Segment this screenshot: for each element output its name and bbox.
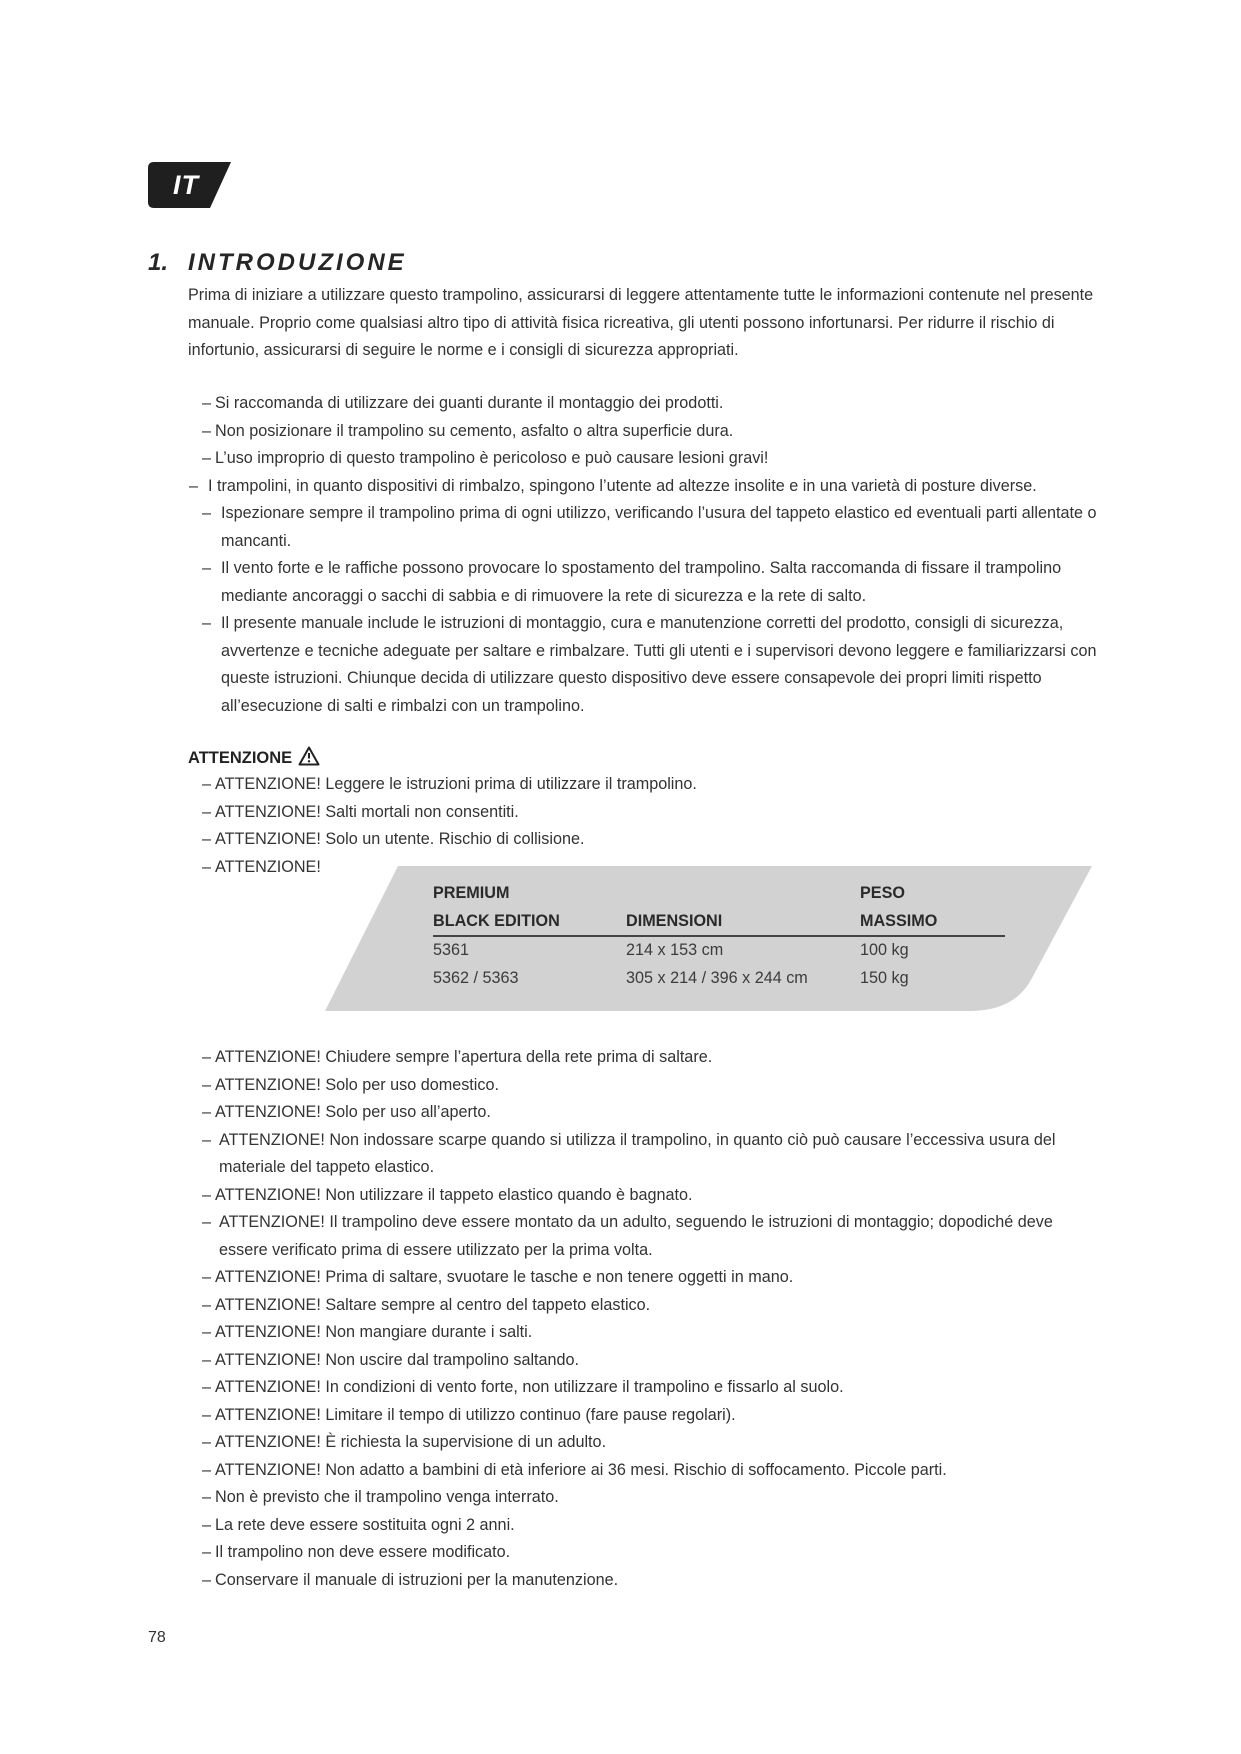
attention-list-top bbox=[202, 771, 1102, 881]
attention-title bbox=[188, 746, 320, 771]
intro-paragraph: Prima di iniziare a utilizzare questo trampolino, assicurarsi di leggere attentamente tutte le informazioni contenute nel presente manuale. Proprio come qualsiasi altro tipo di attività fisica ricreativa, gli utenti possono infortunarsi. Per ridurre il rischio di infortunio, assicurarsi di seguire le norme e i consigli di sicurezza appropriati. bbox=[188, 286, 1094, 359]
list-item: – Il vento forte e le raffiche possono provocare lo spostamento del trampolino. Salta raccomanda di fissare il trampolino mediante ancoraggi o sacchi di sabbia e di rimuovere la rete di sicurezza e la rete di salto. bbox=[202, 555, 1102, 610]
list-item: – ATTENZIONE! Non utilizzare il tappeto elastico quando è bagnato. bbox=[202, 1182, 1102, 1210]
section-number: 1. bbox=[148, 249, 169, 276]
list-item: – ATTENZIONE! Saltare sempre al centro del tappeto elastico. bbox=[202, 1292, 1102, 1320]
model-cell: 5362 / 5363 bbox=[433, 968, 519, 987]
weight-cell: 100 kg bbox=[860, 941, 909, 959]
list-item: – I trampolini, in quanto dispositivi di rimbalzo, spingono l’utente ad altezze insolite e in una varietà di posture diverse. bbox=[189, 473, 1102, 501]
model-cell: 5361 bbox=[433, 941, 470, 959]
list-item: – ATTENZIONE! In condizioni di vento forte, non utilizzare il trampolino e fissarlo al suolo. bbox=[202, 1374, 1102, 1402]
weight-header-line1: PESO bbox=[860, 884, 905, 902]
model-header-line1: PREMIUM bbox=[433, 884, 510, 902]
list-item: – ATTENZIONE! bbox=[202, 854, 1102, 882]
section-heading bbox=[148, 249, 407, 277]
dimensions-cell: 305 x 214 / 396 x 244 cm bbox=[626, 968, 808, 987]
warning-triangle-icon bbox=[298, 746, 320, 771]
list-item: – Il trampolino non deve essere modificato. bbox=[202, 1539, 1102, 1567]
list-item: – ATTENZIONE! Salti mortali non consentiti. bbox=[202, 799, 1102, 827]
list-item: – ATTENZIONE! Non adatto a bambini di età inferiore ai 36 mesi. Rischio di soffocamento. Piccole parti. bbox=[202, 1457, 1102, 1485]
spec-table bbox=[433, 880, 1005, 992]
list-item: – ATTENZIONE! È richiesta la supervisione di un adulto. bbox=[202, 1429, 1102, 1457]
model-header-line2: BLACK EDITION bbox=[433, 908, 626, 937]
list-item: – ATTENZIONE! Solo per uso all’aperto. bbox=[202, 1099, 1102, 1127]
language-label: IT bbox=[173, 170, 199, 200]
list-item: – ATTENZIONE! Non indossare scarpe quando si utilizza il trampolino, in quanto ciò può causare l’eccessiva usura del materiale del tappeto elastico. bbox=[202, 1127, 1102, 1182]
list-item: – ATTENZIONE! Chiudere sempre l’apertura della rete prima di saltare. bbox=[202, 1044, 1102, 1072]
list-item: – La rete deve essere sostituita ogni 2 anni. bbox=[202, 1512, 1102, 1540]
list-item: – Il presente manuale include le istruzioni di montaggio, cura e manutenzione corretti del prodotto, consigli di sicurezza, avvertenze e tecniche adeguate per saltare e rimbalzare. Tutti gli utenti e i supervisori devono leggere e familiarizzarsi con queste istruzioni. Chiunque decida di utilizzare questo dispositivo deve essere consapevole dei propri limiti rispetto all’esecuzione di salti e rimbalzi con un trampolino. bbox=[202, 610, 1102, 720]
table-row bbox=[433, 965, 1005, 993]
dimensions-header-spacer bbox=[626, 880, 860, 908]
list-item: – ATTENZIONE! Non mangiare durante i salti. bbox=[202, 1319, 1102, 1347]
dimensions-cell: 214 x 153 cm bbox=[626, 941, 724, 959]
list-item: – Si raccomanda di utilizzare dei guanti durante il montaggio dei prodotti. bbox=[202, 390, 1102, 418]
table-row bbox=[433, 936, 1005, 965]
list-item: – ATTENZIONE! Solo per uso domestico. bbox=[202, 1072, 1102, 1100]
language-badge bbox=[148, 162, 231, 208]
list-item: – ATTENZIONE! Leggere le istruzioni prima di utilizzare il trampolino. bbox=[202, 771, 1102, 799]
section-title: INTRODUZIONE bbox=[188, 249, 407, 276]
list-item: – L’uso improprio di questo trampolino è pericoloso e può causare lesioni gravi! bbox=[202, 445, 1102, 473]
list-item: – Conservare il manuale di istruzioni per la manutenzione. bbox=[202, 1567, 1102, 1595]
list-item: – ATTENZIONE! Solo un utente. Rischio di collisione. bbox=[202, 826, 1102, 854]
list-item: – Non è previsto che il trampolino venga interrato. bbox=[202, 1484, 1102, 1512]
list-item: – Ispezionare sempre il trampolino prima di ogni utilizzo, verificando l’usura del tappeto elastico ed eventuali parti allentate o mancanti. bbox=[202, 500, 1102, 555]
list-item: – ATTENZIONE! Limitare il tempo di utilizzo continuo (fare pause regolari). bbox=[202, 1402, 1102, 1430]
safety-list bbox=[202, 390, 1102, 720]
dimensions-header: DIMENSIONI bbox=[626, 908, 860, 937]
weight-cell: 150 kg bbox=[860, 968, 909, 987]
attention-title-text: ATTENZIONE bbox=[188, 749, 293, 767]
list-item: – Non posizionare il trampolino su cemento, asfalto o altra superficie dura. bbox=[202, 418, 1102, 446]
list-item: – ATTENZIONE! Prima di saltare, svuotare le tasche e non tenere oggetti in mano. bbox=[202, 1264, 1102, 1292]
list-item: – ATTENZIONE! Non uscire dal trampolino saltando. bbox=[202, 1347, 1102, 1375]
list-item: – ATTENZIONE! Il trampolino deve essere montato da un adulto, seguendo le istruzioni di montaggio; dopodiché deve essere verificato prima di essere utilizzato per la prima volta. bbox=[202, 1209, 1102, 1264]
weight-header-line2: MASSIMO bbox=[860, 908, 1005, 937]
attention-list-bottom bbox=[202, 1044, 1102, 1594]
page-number: 78 bbox=[148, 1629, 166, 1646]
